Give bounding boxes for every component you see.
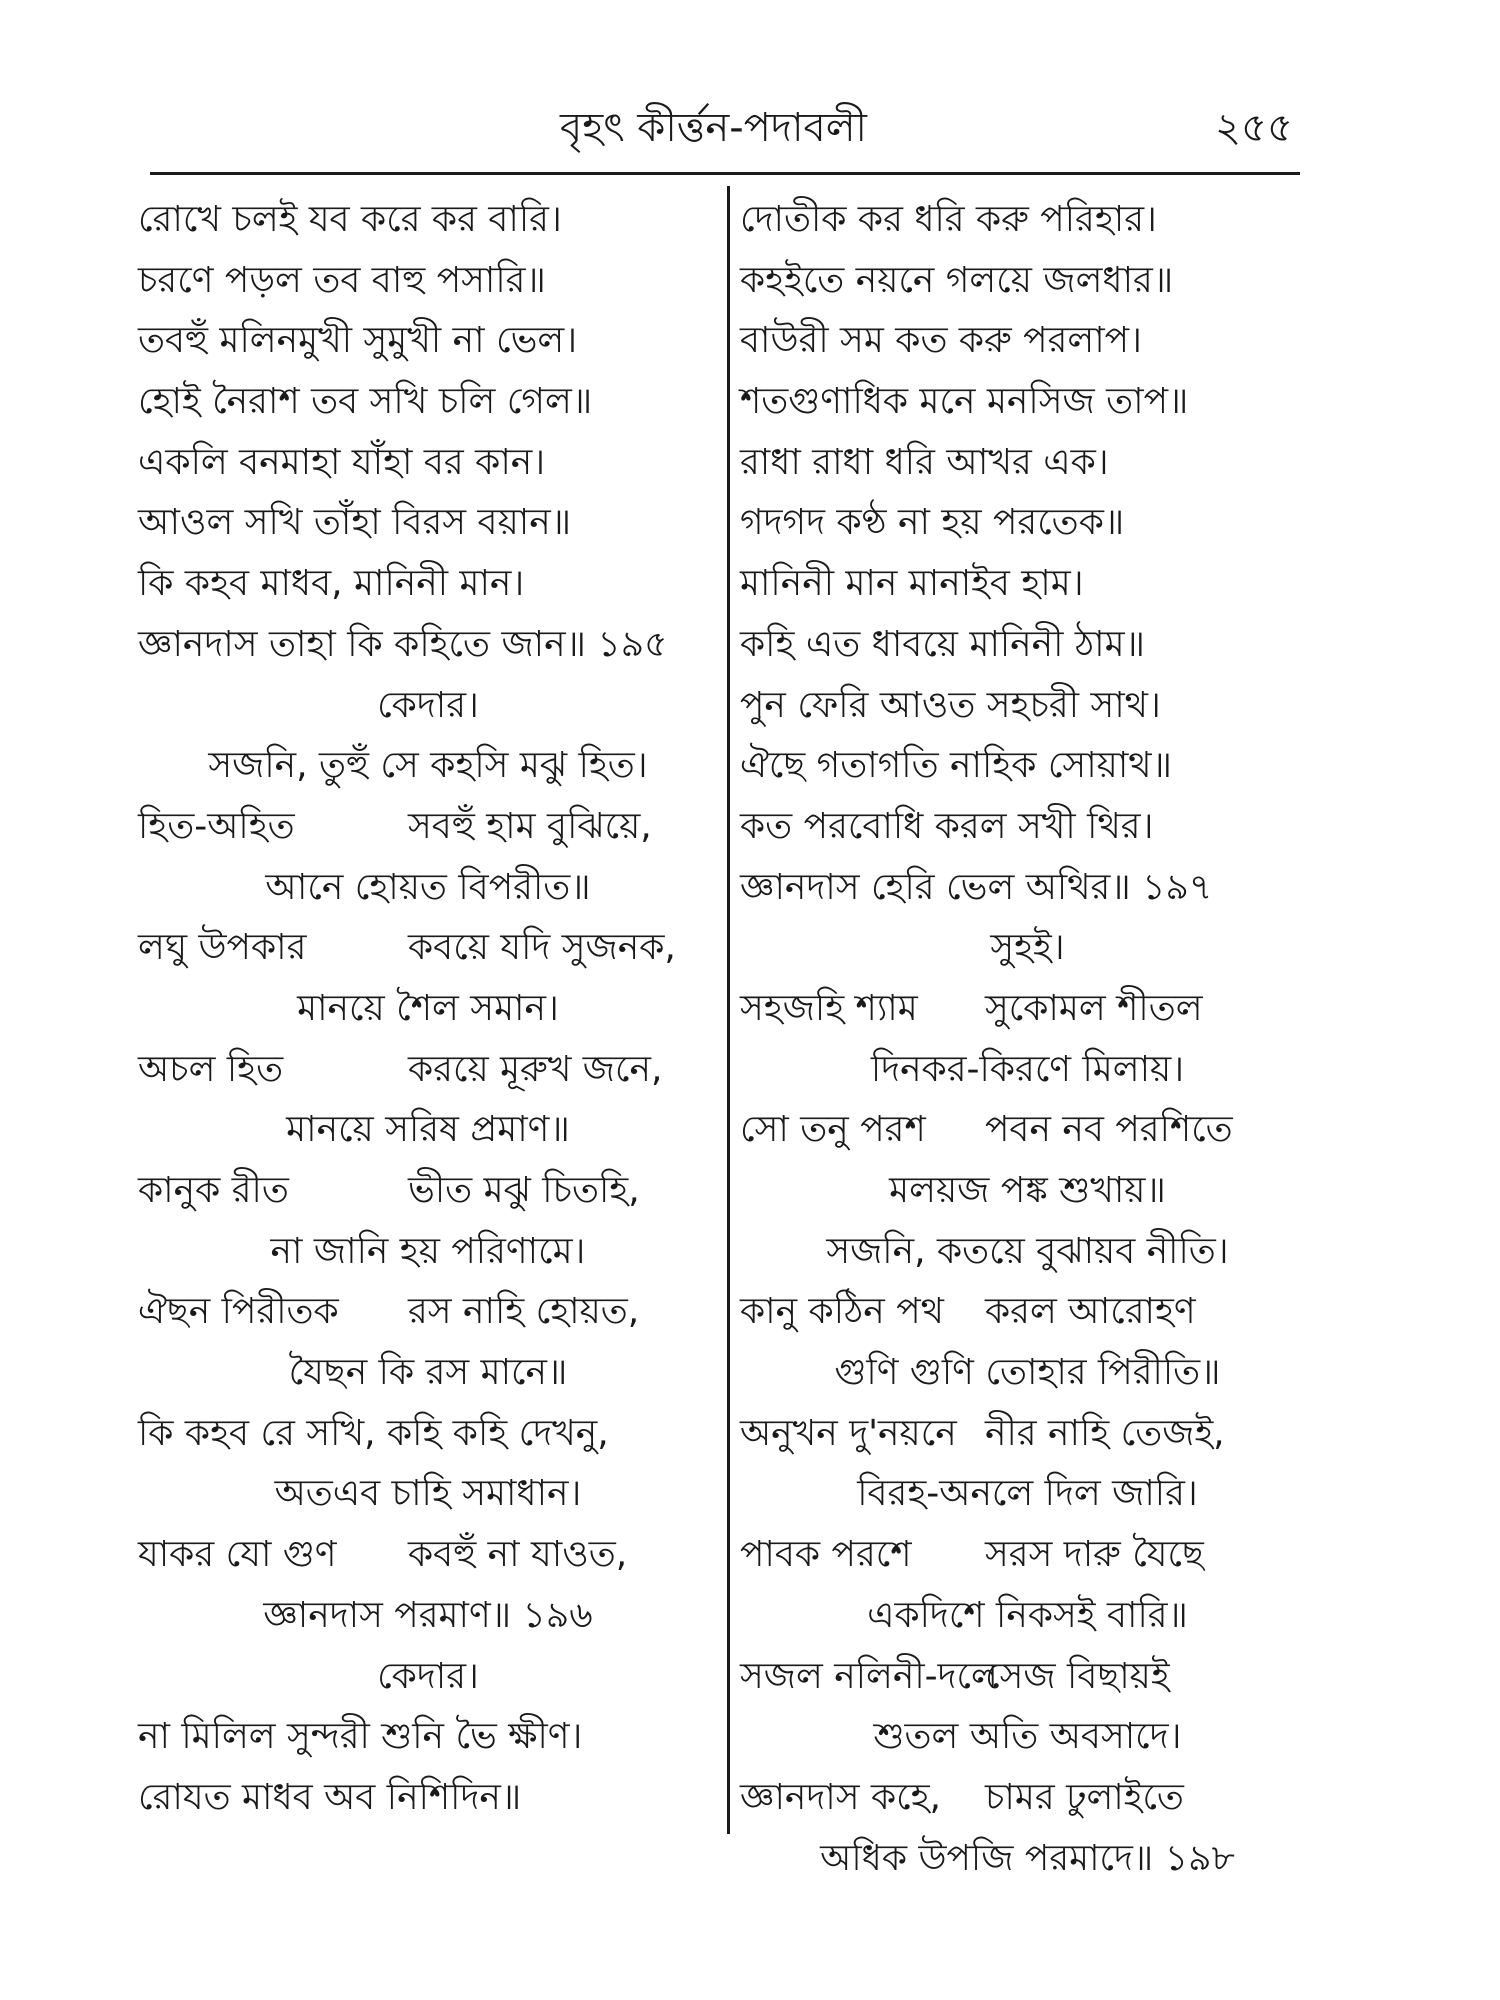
verse-segment-first: সজল নলিনী-দলে — [740, 1655, 998, 1697]
verse-line: কি কহব রে সখি, কহি কহি দেখনু, — [138, 1412, 609, 1454]
verse-segment-first: জ্ঞানদাস কহে, — [740, 1776, 941, 1818]
verse-line — [740, 1768, 1315, 1829]
verse-segment-second: করয়ে মূরুখ জনে, — [408, 1048, 663, 1090]
verse-line: জ্ঞানদাস পরমাণ॥ ১৯৬ — [263, 1594, 593, 1636]
verse-line: রাধা রাধা ধরি আখর এক। — [740, 441, 1109, 483]
verse-line: শতগুণাধিক মনে মনসিজ তাপ॥ — [740, 381, 1189, 423]
verse-segment-second: পবন নব পরশিতে — [985, 1109, 1233, 1151]
verse-line: শুতল অতি অবসাদে। — [873, 1716, 1182, 1758]
verse-line — [740, 979, 1315, 1040]
verse-segment-second: সবহুঁ হাম বুঝিয়ে, — [408, 805, 652, 847]
verse-line — [138, 1282, 718, 1343]
verse-line — [740, 1404, 1315, 1465]
verse-line: কহি এত ধাবয়ে মানিনী ঠাম॥ — [740, 623, 1145, 665]
verse-segment-first: কানুক রীত — [138, 1170, 289, 1211]
verse-line: পুন ফেরি আওত সহচরী সাথ। — [740, 684, 1161, 726]
verse-line: রোযত মাধব অব নিশিদিন॥ — [138, 1776, 522, 1818]
section-heading: সুহই। — [990, 927, 1065, 969]
verse-line — [138, 797, 718, 858]
verse-segment-second: সরস দারু যৈছে — [985, 1534, 1204, 1576]
verse-segment-first: যাকর যো গুণ — [138, 1534, 337, 1576]
verse-segment-first: অনুখন দু'নয়নে — [740, 1412, 957, 1454]
verse-line: মানয়ে শৈল সমান। — [297, 987, 559, 1029]
verse-line — [138, 1525, 718, 1586]
section-heading: কেদার। — [377, 1655, 479, 1697]
verse-segment-first: লঘু উপকার — [138, 927, 307, 969]
verse-line: বিরহ-অনলে দিল জারি। — [857, 1473, 1198, 1515]
verse-line: আওল সখি তাঁহা বিরস বয়ান॥ — [138, 502, 572, 544]
verse-segment-first: অচল হিত — [138, 1048, 284, 1090]
right-column — [740, 190, 1315, 1889]
verse-line: আনে হোয়ত বিপরীত॥ — [265, 866, 591, 908]
verse-line: কি কহব মাধব, মানিনী মান। — [138, 563, 525, 605]
verse-segment-second: কবয়ে যদি সুজনক, — [408, 927, 676, 969]
verse-segment-first: পাবক পরশে — [740, 1534, 912, 1576]
header-rule — [150, 172, 1300, 175]
verse-line — [138, 1161, 718, 1222]
verse-line: একদিশে নিকসই বারি॥ — [867, 1594, 1188, 1636]
verse-segment-first: ঐছন পিরীতক — [138, 1291, 339, 1333]
verse-segment-first: সহজহি শ্যাম — [740, 987, 918, 1029]
verse-segment-second: চামর ঢুলাইতে — [985, 1776, 1184, 1818]
verse-line: গদগদ কণ্ঠ না হয় পরতেক॥ — [740, 502, 1125, 544]
verse-line: একলি বনমাহা যাঁহা বর কান। — [138, 441, 546, 483]
page-number: ২৫৫ — [1215, 105, 1293, 151]
verse-line: সজনি, তুহুঁ সে কহসি মঝু হিত। — [208, 745, 648, 787]
verse-segment-second: করল আরোহণ — [985, 1291, 1196, 1333]
verse-segment-first: হিত-অহিত — [138, 805, 295, 847]
verse-line: চরণে পড়ল তব বাহু পসারি॥ — [138, 259, 546, 301]
verse-line: দোতীক কর ধরি করু পরিহার। — [740, 199, 1157, 240]
running-title: বৃহৎ কীৰ্ত্তন-পদাবলী — [560, 105, 867, 151]
verse-line: গুণি গুণি তোহার পিরীতি॥ — [834, 1352, 1221, 1394]
verse-segment-second: ভীত মঝু চিতহি, — [408, 1170, 640, 1211]
verse-line: কত পরবোধি করল সখী থির। — [740, 805, 1154, 847]
verse-segment-first: কানু কঠিন পথ — [740, 1291, 944, 1333]
verse-line: অতএব চাহি সমাধান। — [274, 1473, 582, 1515]
verse-segment-second: নীর নাহি তেজই, — [985, 1412, 1225, 1454]
verse-line — [740, 1647, 1315, 1708]
verse-line: জ্ঞানদাস হেরি ভেল অথির॥ ১৯৭ — [740, 866, 1213, 908]
section-heading: কেদার। — [377, 684, 479, 726]
verse-segment-first: সো তনু পরশ — [740, 1109, 926, 1151]
verse-line: হোই নৈরাশ তব সখি চলি গেল॥ — [138, 381, 593, 423]
verse-line: ঐছে গতাগতি নাহিক সোয়াথ॥ — [740, 745, 1172, 787]
verse-segment-second: সুকোমল শীতল — [985, 987, 1203, 1029]
left-column — [138, 190, 718, 1829]
verse-line: দিনকর-কিরণে মিলায়। — [870, 1048, 1185, 1090]
verse-line: সজনি, কতয়ে বুঝায়ব নীতি। — [826, 1230, 1229, 1272]
verse-segment-second: রস নাহি হোয়ত, — [408, 1291, 640, 1333]
verse-segment-second: সেজ বিছায়ই — [985, 1655, 1170, 1697]
verse-line: কহইতে নয়নে গলয়ে জলধার॥ — [740, 259, 1174, 301]
verse-line: না মিলিল সুন্দরী শুনি ভৈ ক্ষীণ। — [138, 1716, 583, 1758]
verse-line: না জানি হয় পরিণামে। — [270, 1230, 586, 1272]
verse-line: বাউরী সম কত করু পরলাপ। — [740, 320, 1142, 362]
verse-line: মানিনী মান মানাইব হাম। — [740, 563, 1084, 605]
verse-line: জ্ঞানদাস তাহা কি কহিতে জান॥ ১৯৫ — [138, 623, 668, 665]
verse-line: রোখে চলই যব করে কর বারি। — [138, 199, 562, 240]
verse-segment-second: কবহুঁ না যাওত, — [408, 1534, 628, 1576]
verse-line — [740, 1282, 1315, 1343]
column-divider — [727, 186, 730, 1834]
verse-line — [740, 1100, 1315, 1161]
verse-line — [138, 1040, 718, 1101]
verse-line — [138, 918, 718, 979]
verse-line: মানয়ে সরিষ প্রমাণ॥ — [286, 1109, 570, 1151]
verse-line: তবহুঁ মলিনমুখী সুমুখী না ভেল। — [138, 320, 578, 362]
verse-line: অধিক উপজি পরমাদে॥ ১৯৮ — [820, 1837, 1235, 1879]
verse-line: যৈছন কি রস মানে॥ — [288, 1352, 568, 1394]
verse-line: মলয়জ পঙ্ক শুখায়॥ — [889, 1170, 1166, 1211]
verse-line — [740, 1525, 1315, 1586]
